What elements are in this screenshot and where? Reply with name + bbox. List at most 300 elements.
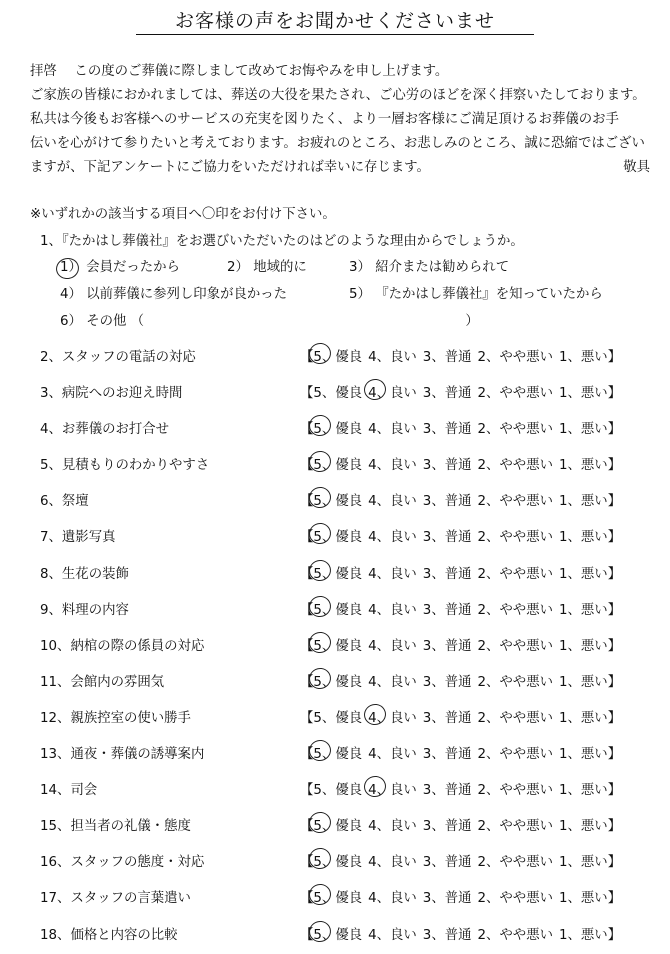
rating-item-number: 4、 bbox=[40, 422, 62, 438]
rating-item-text: 遺影写真 bbox=[61, 530, 116, 546]
rating-option-5[interactable] bbox=[313, 458, 362, 473]
rating-option-2[interactable] bbox=[478, 855, 553, 870]
rating-item-number: 15、 bbox=[40, 819, 71, 835]
rating-option-label: 良い bbox=[390, 927, 417, 943]
rating-scale bbox=[300, 346, 621, 365]
rating-option-label: 悪い bbox=[580, 819, 608, 835]
rating-item-text: 価格と内容の比較 bbox=[70, 927, 178, 943]
rating-row bbox=[0, 376, 670, 412]
rating-item-text: 祭壇 bbox=[61, 494, 89, 510]
rating-option-label: やや悪い bbox=[499, 386, 553, 402]
rating-option-5[interactable] bbox=[313, 783, 362, 798]
rating-option-2[interactable] bbox=[478, 386, 553, 401]
rating-option-number: 3、 bbox=[422, 927, 445, 943]
rating-item-text: 生花の装飾 bbox=[61, 566, 129, 582]
rating-option-label: やや悪い bbox=[499, 494, 553, 510]
option-6[interactable] bbox=[60, 309, 479, 335]
rating-option-1[interactable] bbox=[559, 891, 608, 906]
rating-option-4[interactable] bbox=[368, 783, 417, 798]
rating-option-4[interactable] bbox=[368, 819, 417, 834]
rating-option-label: 優良 bbox=[335, 855, 363, 871]
rating-option-label: 優良 bbox=[335, 602, 363, 618]
rating-option-number: 2、 bbox=[477, 386, 500, 402]
option-label: その他 （ ） bbox=[86, 314, 479, 329]
rating-option-number: 5、 bbox=[313, 346, 335, 365]
rating-option-number: 5、 bbox=[313, 454, 335, 473]
rating-option-2[interactable] bbox=[478, 783, 553, 798]
rating-item-number: 12、 bbox=[40, 710, 71, 726]
rating-option-4[interactable] bbox=[368, 711, 417, 726]
rating-option-label: 良い bbox=[390, 386, 417, 402]
rating-option-label: 普通 bbox=[444, 674, 472, 690]
rating-option-label: 優良 bbox=[335, 783, 363, 799]
rating-option-label: 悪い bbox=[580, 891, 608, 907]
rating-option-2[interactable] bbox=[478, 458, 553, 473]
rating-option-4[interactable] bbox=[368, 603, 417, 618]
rating-option-number: 4、 bbox=[368, 638, 391, 654]
rating-option-number: 1、 bbox=[558, 927, 581, 943]
rating-item-label bbox=[40, 599, 129, 618]
rating-option-3[interactable] bbox=[423, 819, 472, 834]
rating-option-label: 優良 bbox=[335, 747, 363, 763]
rating-option-label: 良い bbox=[390, 350, 417, 365]
rating-option-4[interactable] bbox=[368, 530, 417, 545]
option-number: 2） bbox=[227, 260, 249, 275]
rating-option-label: 悪い bbox=[580, 638, 608, 654]
rating-option-1[interactable] bbox=[559, 855, 608, 870]
rating-option-2[interactable] bbox=[478, 603, 553, 618]
rating-option-number: 1、 bbox=[558, 638, 581, 654]
rating-item-label bbox=[40, 815, 191, 834]
rating-option-number: 1、 bbox=[558, 494, 581, 510]
rating-option-5[interactable] bbox=[313, 386, 362, 401]
rating-option-5[interactable] bbox=[313, 891, 362, 906]
rating-option-4[interactable] bbox=[368, 928, 417, 943]
rating-option-5[interactable] bbox=[313, 639, 362, 654]
rating-list bbox=[0, 340, 670, 954]
rating-option-label: 優良 bbox=[335, 819, 363, 835]
rating-option-2[interactable] bbox=[478, 675, 553, 690]
rating-option-number: 2、 bbox=[477, 710, 500, 726]
rating-option-label: 優良 bbox=[335, 386, 363, 402]
rating-option-1[interactable] bbox=[559, 350, 608, 365]
rating-option-label: 良い bbox=[390, 602, 417, 618]
rating-option-2[interactable] bbox=[478, 639, 553, 654]
rating-item-label bbox=[40, 743, 204, 762]
bracket-open: 【 bbox=[300, 927, 314, 943]
rating-item-text: 見積もりのわかりやすさ bbox=[61, 458, 210, 474]
rating-option-number: 2、 bbox=[477, 422, 500, 438]
rating-option-number: 5、 bbox=[313, 563, 335, 582]
rating-option-label: 良い bbox=[390, 422, 417, 438]
bracket-open: 【 bbox=[300, 783, 314, 799]
rating-option-5[interactable] bbox=[313, 855, 362, 870]
rating-scale bbox=[300, 851, 621, 870]
rating-option-5[interactable] bbox=[313, 747, 362, 762]
rating-option-2[interactable] bbox=[478, 891, 553, 906]
rating-option-number: 1、 bbox=[558, 602, 581, 618]
rating-option-label: 優良 bbox=[335, 458, 363, 474]
rating-option-1[interactable] bbox=[559, 386, 608, 401]
rating-option-3[interactable] bbox=[423, 350, 472, 365]
rating-option-3[interactable] bbox=[423, 891, 472, 906]
rating-option-number: 5、 bbox=[313, 418, 335, 437]
rating-option-label: 良い bbox=[390, 891, 417, 907]
rating-option-number: 1、 bbox=[558, 674, 581, 690]
rating-row bbox=[0, 448, 670, 484]
bracket-close: 】 bbox=[607, 566, 622, 582]
question-1-text: 1、『たかはし葬儀社』をお選びいただいたのはどのような理由からでしょうか。 bbox=[40, 234, 524, 249]
rating-option-label: 普通 bbox=[444, 422, 472, 438]
rating-option-1[interactable] bbox=[559, 675, 608, 690]
rating-option-2[interactable] bbox=[478, 928, 553, 943]
rating-option-5[interactable] bbox=[313, 819, 362, 834]
rating-option-number: 4、 bbox=[368, 566, 391, 582]
option-3[interactable] bbox=[349, 255, 509, 281]
option-number: 1） bbox=[60, 260, 82, 275]
rating-option-1[interactable] bbox=[559, 783, 608, 798]
rating-scale bbox=[300, 599, 621, 618]
rating-option-label: 普通 bbox=[444, 783, 472, 799]
bracket-close: 】 bbox=[607, 747, 622, 763]
rating-scale bbox=[300, 779, 621, 798]
rating-option-label: 優良 bbox=[335, 638, 363, 654]
rating-option-label: やや悪い bbox=[499, 747, 553, 763]
rating-option-5[interactable] bbox=[313, 711, 362, 726]
rating-option-label: やや悪い bbox=[499, 855, 553, 871]
rating-option-label: 優良 bbox=[335, 710, 363, 726]
rating-option-1[interactable] bbox=[559, 567, 608, 582]
option-label: 会員だったから bbox=[86, 260, 180, 275]
intro-line: ご家族の皆様におかれましては、葬送の大役を果たされ、ご心労のほどを深く拝察いたしております。 bbox=[30, 88, 646, 103]
rating-option-label: 優良 bbox=[335, 566, 363, 582]
intro-line: ますが、下記アンケートにご協力をいただければ幸いに存じます。 bbox=[30, 160, 430, 175]
rating-option-number: 5、 bbox=[313, 599, 335, 618]
rating-option-4[interactable] bbox=[368, 494, 417, 509]
rating-option-2[interactable] bbox=[478, 819, 553, 834]
bracket-close: 】 bbox=[607, 783, 622, 799]
rating-scale bbox=[300, 490, 621, 509]
bracket-close: 】 bbox=[607, 530, 622, 546]
rating-option-5[interactable] bbox=[313, 350, 362, 365]
rating-option-4[interactable] bbox=[368, 567, 417, 582]
rating-option-label: 良い bbox=[390, 494, 417, 510]
rating-option-number: 2、 bbox=[477, 855, 500, 871]
bracket-open: 【 bbox=[300, 638, 314, 654]
rating-item-label bbox=[40, 924, 178, 943]
rating-option-5[interactable] bbox=[313, 530, 362, 545]
rating-scale bbox=[300, 671, 621, 690]
rating-option-2[interactable] bbox=[478, 422, 553, 437]
rating-option-number: 2、 bbox=[477, 494, 500, 510]
rating-option-4[interactable] bbox=[368, 747, 417, 762]
rating-option-label: 良い bbox=[390, 783, 417, 799]
rating-row bbox=[0, 412, 670, 448]
rating-item-label bbox=[40, 779, 97, 798]
rating-scale bbox=[300, 707, 621, 726]
rating-option-label: 良い bbox=[390, 819, 417, 835]
rating-option-number: 2、 bbox=[477, 458, 500, 474]
rating-option-3[interactable] bbox=[423, 422, 472, 437]
rating-option-number: 5、 bbox=[313, 743, 335, 762]
option-2[interactable] bbox=[227, 255, 307, 281]
rating-item-text: 親族控室の使い勝手 bbox=[70, 710, 191, 726]
rating-option-number: 1、 bbox=[558, 783, 581, 799]
rating-option-3[interactable] bbox=[423, 567, 472, 582]
bracket-close: 】 bbox=[607, 891, 622, 907]
rating-option-number: 5、 bbox=[313, 815, 335, 834]
rating-option-1[interactable] bbox=[559, 819, 608, 834]
rating-option-3[interactable] bbox=[423, 639, 472, 654]
intro-line: 私共は今後もお客様へのサービスの充実を図りたく、より一層お客様にご満足頂けるお葬儀のお手 bbox=[30, 112, 619, 127]
rating-item-label bbox=[40, 851, 204, 870]
rating-option-3[interactable] bbox=[423, 675, 472, 690]
intro-line-last bbox=[30, 156, 650, 180]
rating-option-number: 5、 bbox=[313, 526, 335, 545]
rating-option-number: 2、 bbox=[477, 891, 500, 907]
rating-option-number: 3、 bbox=[422, 638, 445, 654]
rating-row bbox=[0, 773, 670, 809]
option-label: 紹介または勧められて bbox=[375, 260, 510, 275]
rating-item-label bbox=[40, 707, 191, 726]
rating-option-number: 4、 bbox=[368, 350, 391, 365]
rating-row bbox=[0, 737, 670, 773]
rating-row bbox=[0, 918, 670, 954]
rating-option-4[interactable] bbox=[368, 639, 417, 654]
rating-option-3[interactable] bbox=[423, 711, 472, 726]
rating-option-number: 2、 bbox=[477, 783, 500, 799]
rating-option-number: 5、 bbox=[313, 671, 335, 690]
rating-option-label: 普通 bbox=[444, 602, 472, 618]
rating-row bbox=[0, 665, 670, 701]
rating-option-number: 1、 bbox=[558, 710, 581, 726]
rating-row bbox=[0, 520, 670, 556]
rating-option-number: 3、 bbox=[422, 350, 445, 365]
rating-option-label: 悪い bbox=[580, 350, 608, 365]
rating-option-label: 普通 bbox=[444, 710, 472, 726]
rating-option-label: 悪い bbox=[580, 386, 608, 402]
rating-option-number: 3、 bbox=[422, 458, 445, 474]
rating-item-number: 17、 bbox=[40, 891, 71, 907]
intro-line: 伝いを心がけて参りたいと考えております。お疲れのところ、お悲しみのところ、誠に恐縮ではござい bbox=[30, 136, 645, 151]
rating-option-number: 3、 bbox=[422, 674, 445, 690]
rating-option-2[interactable] bbox=[478, 494, 553, 509]
rating-row bbox=[0, 881, 670, 917]
rating-item-text: 通夜・葬儀の誘導案内 bbox=[70, 747, 205, 763]
rating-option-number: 5、 bbox=[313, 490, 335, 509]
option-5[interactable] bbox=[349, 282, 603, 308]
rating-option-number: 4、 bbox=[368, 458, 391, 474]
rating-option-4[interactable] bbox=[368, 675, 417, 690]
rating-option-label: 良い bbox=[390, 747, 417, 763]
rating-item-number: 13、 bbox=[40, 747, 71, 763]
rating-option-3[interactable] bbox=[423, 458, 472, 473]
rating-option-4[interactable] bbox=[368, 891, 417, 906]
rating-option-number: 4、 bbox=[368, 674, 391, 690]
rating-option-number: 3、 bbox=[422, 710, 445, 726]
bracket-open: 【 bbox=[300, 710, 314, 726]
rating-option-label: 良い bbox=[390, 566, 417, 582]
rating-option-label: 優良 bbox=[335, 494, 363, 510]
rating-option-number: 4、 bbox=[368, 707, 390, 726]
rating-item-number: 5、 bbox=[40, 458, 62, 474]
rating-option-4[interactable] bbox=[368, 855, 417, 870]
rating-option-3[interactable] bbox=[423, 747, 472, 762]
rating-scale bbox=[300, 563, 621, 582]
rating-item-text: スタッフの電話の対応 bbox=[61, 350, 196, 365]
rating-option-1[interactable] bbox=[559, 711, 608, 726]
rating-option-label: 良い bbox=[390, 855, 417, 871]
rating-option-label: 優良 bbox=[335, 530, 363, 546]
rating-option-3[interactable] bbox=[423, 494, 472, 509]
rating-option-4[interactable] bbox=[368, 458, 417, 473]
rating-option-5[interactable] bbox=[313, 675, 362, 690]
rating-option-2[interactable] bbox=[478, 530, 553, 545]
rating-option-number: 4、 bbox=[368, 422, 391, 438]
rating-option-2[interactable] bbox=[478, 747, 553, 762]
rating-scale bbox=[300, 418, 621, 437]
rating-option-label: 悪い bbox=[580, 927, 608, 943]
rating-option-2[interactable] bbox=[478, 711, 553, 726]
rating-scale bbox=[300, 743, 621, 762]
rating-item-text: 司会 bbox=[70, 783, 98, 799]
rating-option-3[interactable] bbox=[423, 530, 472, 545]
rating-option-number: 3、 bbox=[422, 891, 445, 907]
rating-option-number: 5、 bbox=[313, 887, 335, 906]
rating-option-label: 優良 bbox=[335, 422, 363, 438]
rating-option-4[interactable] bbox=[368, 350, 417, 365]
rating-option-label: やや悪い bbox=[499, 350, 553, 365]
bracket-open: 【 bbox=[300, 855, 314, 871]
question-1 bbox=[30, 229, 650, 339]
rating-item-text: 会館内の雰囲気 bbox=[70, 674, 165, 690]
bracket-close: 】 bbox=[607, 638, 622, 654]
bracket-close: 】 bbox=[607, 855, 622, 871]
rating-item-number: 11、 bbox=[40, 674, 71, 690]
rating-option-2[interactable] bbox=[478, 350, 553, 365]
rating-option-5[interactable] bbox=[313, 567, 362, 582]
rating-item-label bbox=[40, 418, 169, 437]
rating-option-1[interactable] bbox=[559, 494, 608, 509]
rating-option-label: 悪い bbox=[580, 530, 608, 546]
rating-option-label: 悪い bbox=[580, 674, 608, 690]
rating-row bbox=[0, 484, 670, 520]
rating-item-label bbox=[40, 526, 115, 545]
rating-option-number: 5、 bbox=[313, 783, 336, 799]
rating-option-1[interactable] bbox=[559, 747, 608, 762]
option-4[interactable] bbox=[60, 282, 287, 308]
rating-option-5[interactable] bbox=[313, 494, 362, 509]
rating-item-text: 担当者の礼儀・態度 bbox=[70, 819, 191, 835]
rating-option-label: 悪い bbox=[580, 494, 608, 510]
rating-item-label bbox=[40, 490, 89, 509]
rating-option-5[interactable] bbox=[313, 422, 362, 437]
rating-option-number: 1、 bbox=[558, 855, 581, 871]
rating-row bbox=[0, 701, 670, 737]
rating-option-3[interactable] bbox=[423, 603, 472, 618]
rating-option-4[interactable] bbox=[368, 422, 417, 437]
option-number: 5） bbox=[349, 287, 371, 302]
rating-option-1[interactable] bbox=[559, 928, 608, 943]
rating-option-label: 良い bbox=[390, 530, 417, 546]
rating-option-label: 良い bbox=[390, 458, 417, 474]
rating-option-number: 2、 bbox=[477, 350, 500, 365]
option-label: 地域的に bbox=[253, 260, 307, 275]
rating-option-number: 4、 bbox=[368, 602, 391, 618]
rating-item-text: スタッフの言葉遣い bbox=[70, 891, 191, 907]
option-1[interactable] bbox=[60, 255, 180, 281]
rating-option-number: 4、 bbox=[368, 855, 391, 871]
rating-option-label: やや悪い bbox=[499, 530, 553, 546]
rating-option-1[interactable] bbox=[559, 422, 608, 437]
rating-item-number: 14、 bbox=[40, 783, 71, 799]
rating-option-number: 2、 bbox=[477, 747, 500, 763]
rating-option-3[interactable] bbox=[423, 783, 472, 798]
rating-option-number: 3、 bbox=[422, 530, 445, 546]
closing-text: 敬具 bbox=[623, 160, 650, 175]
rating-row bbox=[0, 845, 670, 881]
rating-option-number: 1、 bbox=[558, 350, 581, 365]
rating-option-1[interactable] bbox=[559, 530, 608, 545]
bracket-close: 】 bbox=[607, 927, 622, 943]
rating-option-4[interactable] bbox=[368, 386, 417, 401]
rating-option-1[interactable] bbox=[559, 458, 608, 473]
rating-option-label: やや悪い bbox=[499, 674, 553, 690]
rating-option-label: やや悪い bbox=[499, 710, 553, 726]
rating-option-number: 4、 bbox=[368, 927, 391, 943]
rating-option-label: 普通 bbox=[444, 891, 472, 907]
bracket-open: 【 bbox=[300, 602, 314, 618]
rating-option-number: 3、 bbox=[422, 747, 445, 763]
rating-scale bbox=[300, 635, 621, 654]
bracket-close: 】 bbox=[607, 458, 622, 474]
rating-option-1[interactable] bbox=[559, 603, 608, 618]
rating-option-3[interactable] bbox=[423, 928, 472, 943]
bracket-close: 】 bbox=[607, 494, 622, 510]
rating-option-number: 2、 bbox=[477, 674, 500, 690]
rating-item-text: 料理の内容 bbox=[61, 602, 129, 618]
rating-option-number: 2、 bbox=[477, 602, 500, 618]
rating-scale bbox=[300, 887, 621, 906]
rating-option-number: 1、 bbox=[558, 458, 581, 474]
rating-option-label: やや悪い bbox=[499, 566, 553, 582]
rating-option-2[interactable] bbox=[478, 567, 553, 582]
instruction-text: ※いずれかの該当する項目へ〇印をお付け下さい。 bbox=[30, 207, 336, 222]
rating-option-label: 普通 bbox=[444, 819, 472, 835]
rating-option-3[interactable] bbox=[423, 386, 472, 401]
rating-option-5[interactable] bbox=[313, 603, 362, 618]
rating-option-1[interactable] bbox=[559, 639, 608, 654]
rating-row bbox=[0, 593, 670, 629]
rating-option-label: 普通 bbox=[444, 494, 472, 510]
rating-option-number: 5、 bbox=[313, 635, 335, 654]
rating-option-number: 4、 bbox=[368, 530, 391, 546]
rating-option-number: 4、 bbox=[368, 494, 391, 510]
rating-scale bbox=[300, 924, 621, 943]
rating-item-text: お葬儀のお打合せ bbox=[61, 422, 170, 438]
rating-option-3[interactable] bbox=[423, 855, 472, 870]
rating-option-number: 5、 bbox=[313, 710, 336, 726]
rating-option-number: 3、 bbox=[422, 783, 445, 799]
rating-item-label bbox=[40, 454, 209, 473]
rating-option-label: やや悪い bbox=[499, 927, 553, 943]
intro-paragraph bbox=[30, 60, 650, 180]
rating-item-label bbox=[40, 382, 182, 401]
page-title: お客様の声をお聞かせくださいませ bbox=[174, 10, 495, 32]
rating-item-label bbox=[40, 563, 129, 582]
bracket-close: 】 bbox=[607, 350, 622, 365]
rating-option-5[interactable] bbox=[313, 928, 362, 943]
